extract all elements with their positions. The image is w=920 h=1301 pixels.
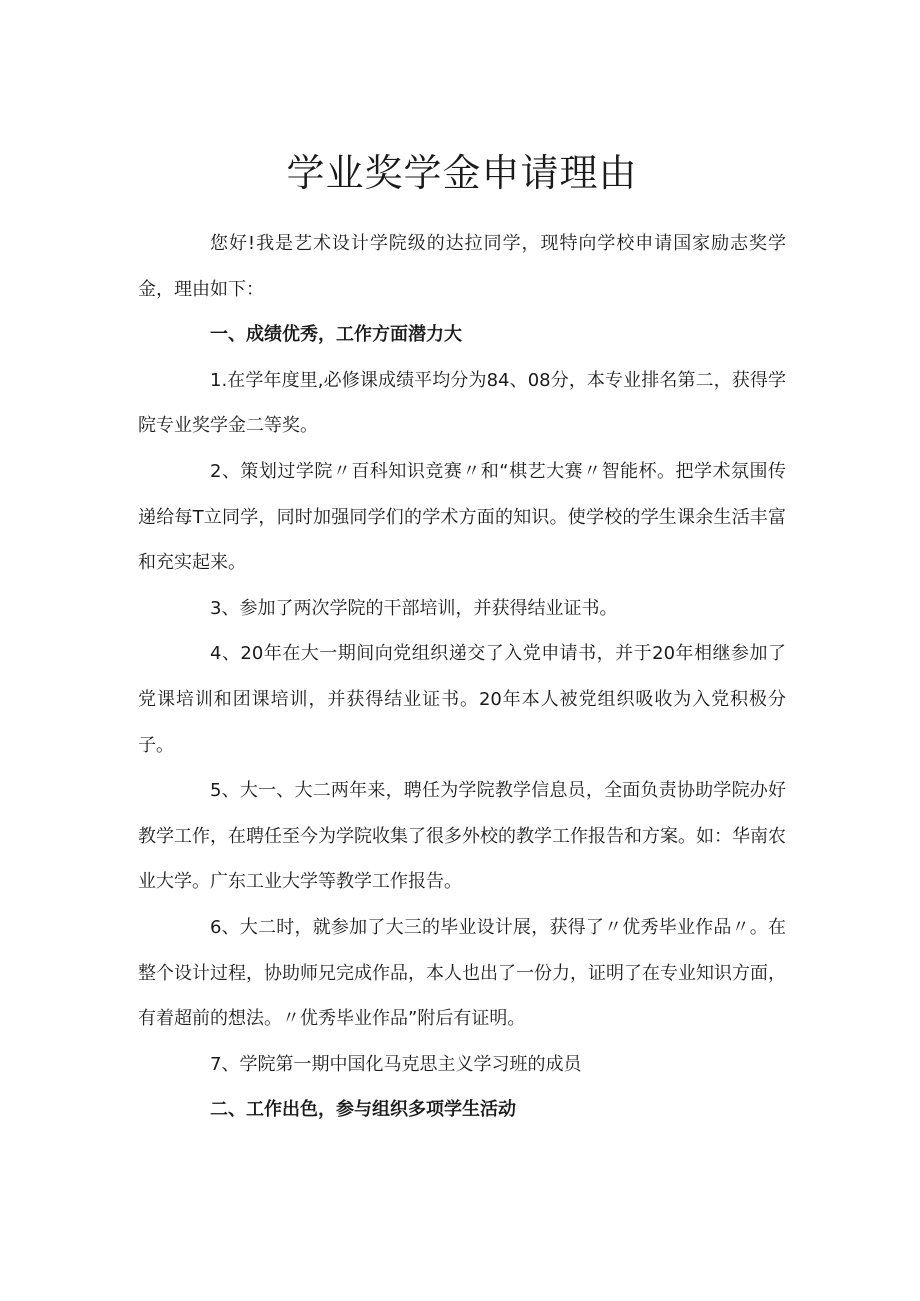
paragraph-item-1: 1.在学年度里,必修课成绩平均分为84、08分，本专业排名第二，获得学院专业奖学金二等奖。 [138, 369, 786, 437]
paragraph-item-3: 3、参加了两次学院的干部培训，并获得结业证书。 [210, 597, 618, 619]
paragraph-item-7: 7、学院第一期中国化马克思主义学习班的成员 [210, 1053, 582, 1075]
section-heading-1: 一、成绩优秀，工作方面潜力大 [210, 324, 462, 346]
paragraph-greeting: 您好!我是艺术设计学院级的达拉同学，现特向学校申请国家励志奖学金，理由如下： [138, 233, 786, 300]
paragraph-item-4: 4、20年在大一期间向党组织递交了入党申请书，并于20年相继参加了党课培训和团课培训，并获得结业证书。20年本人被党组织吸收为入党积极分子。 [138, 643, 786, 756]
paragraph-item-5: 5、大一、大二两年来，聘任为学院教学信息员，全面负责协助学院办好教学工作，在聘任至今为学院收集了很多外校的教学工作报告和方案。如：华南农业大学。广东工业大学等教学工作报告。 [138, 780, 786, 893]
paragraph-item-2: 2、策划过学院〃百科知识竞赛〃和“棋艺大赛〃智能杯。把学术氛围传递给每T立同学，同时加强同学们的学术方面的知识。使学校的学生课余生活丰富和充实起来。 [138, 460, 786, 574]
document-body [138, 221, 786, 1133]
section-heading-2: 二、工作出色，参与组织多项学生活动 [210, 1099, 516, 1121]
paragraph-item-6: 6、大二时，就参加了大三的毕业设计展，获得了〃优秀毕业作品〃。在整个设计过程，协助师兄完成作品，本人也出了一份力，证明了在专业知识方面，有着超前的想法。〃优秀毕业作品”附后有证明。 [138, 916, 786, 1030]
document-title: 学业奖学金申请理由 [286, 151, 638, 195]
